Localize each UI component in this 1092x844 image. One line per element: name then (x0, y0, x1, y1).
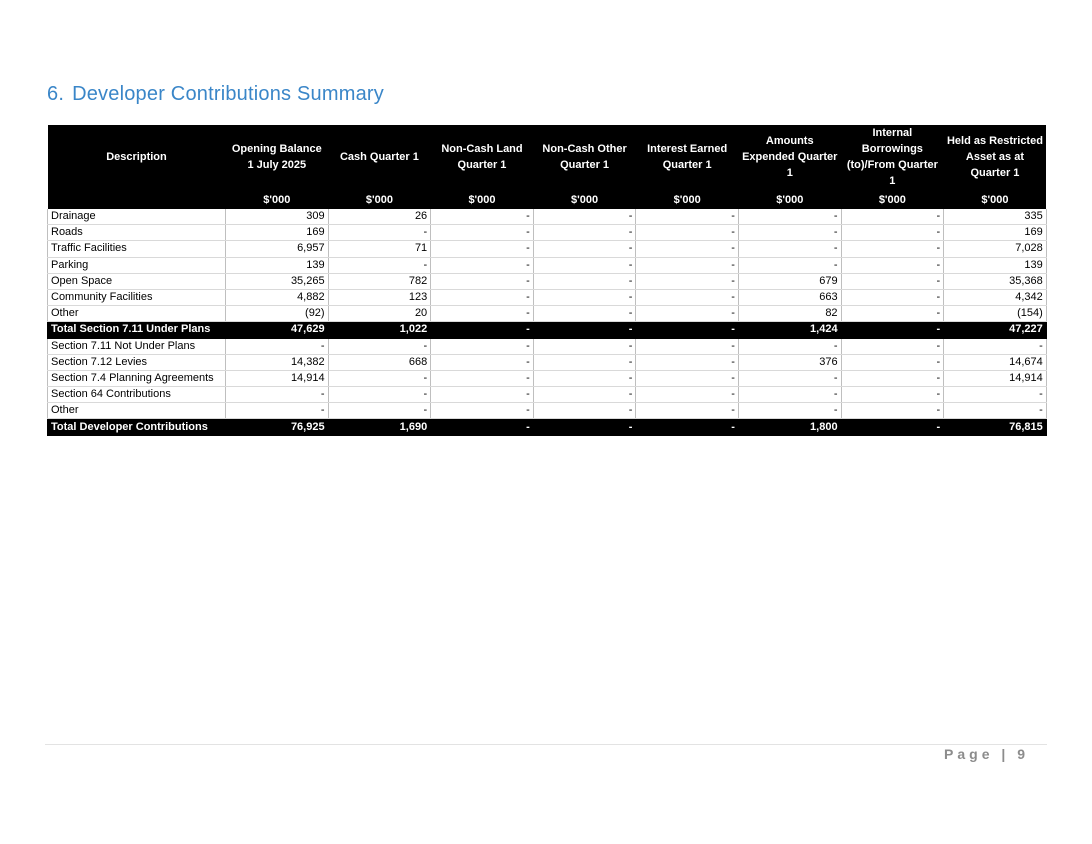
page-number (944, 746, 1029, 762)
row-value: - (738, 370, 841, 386)
row-value: - (533, 419, 636, 435)
row-value: - (431, 403, 534, 419)
row-value: - (431, 387, 534, 403)
table-row (48, 403, 1047, 419)
row-value: - (738, 403, 841, 419)
row-value: - (328, 257, 431, 273)
row-value: - (738, 257, 841, 273)
header-non-cash-land: Non-Cash Land Quarter 1 (431, 125, 534, 189)
row-value: - (328, 403, 431, 419)
row-value: - (841, 370, 944, 386)
header-internal-borrowings: Internal Borrowings (to)/From Quarter 1 (841, 125, 944, 189)
unit-cell (48, 189, 226, 209)
row-value: 4,882 (226, 289, 329, 305)
row-value: 14,382 (226, 354, 329, 370)
row-value: - (636, 419, 739, 435)
row-value: - (738, 225, 841, 241)
row-value: - (533, 273, 636, 289)
row-value: 1,800 (738, 419, 841, 435)
header-cash: Cash Quarter 1 (328, 125, 431, 189)
row-value: - (533, 306, 636, 322)
row-value: 139 (944, 257, 1047, 273)
table-row (48, 354, 1047, 370)
unit-cell: $'000 (431, 189, 534, 209)
row-description: Open Space (48, 273, 226, 289)
row-value: - (431, 370, 534, 386)
unit-cell: $'000 (841, 189, 944, 209)
header-held-restricted: Held as Restricted Asset as at Quarter 1 (944, 125, 1047, 189)
row-description: Section 7.12 Levies (48, 354, 226, 370)
row-value: - (533, 387, 636, 403)
row-value: - (841, 322, 944, 338)
section-title: Developer Contributions Summary (72, 83, 384, 105)
unit-cell: $'000 (226, 189, 329, 209)
row-value: 14,914 (944, 370, 1047, 386)
row-value: 376 (738, 354, 841, 370)
row-value: - (636, 306, 739, 322)
row-description: Other (48, 306, 226, 322)
header-opening-balance: Opening Balance 1 July 2025 (226, 125, 329, 189)
header-non-cash-other: Non-Cash Other Quarter 1 (533, 125, 636, 189)
row-value: 71 (328, 241, 431, 257)
row-value: - (226, 403, 329, 419)
total-row (48, 419, 1047, 435)
unit-cell: $'000 (636, 189, 739, 209)
row-value: - (841, 225, 944, 241)
row-description: Total Developer Contributions (48, 419, 226, 435)
row-value: - (841, 257, 944, 273)
row-value: 309 (226, 209, 329, 225)
row-value: - (431, 306, 534, 322)
row-value: 668 (328, 354, 431, 370)
row-value: 169 (226, 225, 329, 241)
row-value: - (636, 354, 739, 370)
row-value: - (738, 338, 841, 354)
contributions-table (47, 125, 1047, 436)
table-row (48, 241, 1047, 257)
row-value: - (841, 209, 944, 225)
row-value: - (636, 225, 739, 241)
row-value: 139 (226, 257, 329, 273)
unit-cell: $'000 (328, 189, 431, 209)
row-value: - (226, 338, 329, 354)
row-value: - (533, 257, 636, 273)
row-value: - (738, 241, 841, 257)
table-row (48, 209, 1047, 225)
row-description: Other (48, 403, 226, 419)
row-value: 123 (328, 289, 431, 305)
row-value: - (533, 289, 636, 305)
row-description: Total Section 7.11 Under Plans (48, 322, 226, 338)
header-interest-earned: Interest Earned Quarter 1 (636, 125, 739, 189)
row-value: - (533, 354, 636, 370)
page-title (47, 83, 384, 106)
row-value: 35,265 (226, 273, 329, 289)
row-value: - (944, 387, 1047, 403)
row-value: - (636, 370, 739, 386)
row-value: - (431, 289, 534, 305)
row-description: Traffic Facilities (48, 241, 226, 257)
row-value: - (841, 338, 944, 354)
table-row (48, 338, 1047, 354)
row-value: 26 (328, 209, 431, 225)
row-value: - (533, 322, 636, 338)
row-value: - (431, 273, 534, 289)
row-value: - (636, 241, 739, 257)
row-value: 679 (738, 273, 841, 289)
row-description: Community Facilities (48, 289, 226, 305)
row-value: 1,022 (328, 322, 431, 338)
row-value: 6,957 (226, 241, 329, 257)
unit-cell: $'000 (533, 189, 636, 209)
row-value: - (738, 209, 841, 225)
table-header (48, 125, 1047, 209)
row-value: - (841, 419, 944, 435)
header-description: Description (48, 125, 226, 189)
row-value: 4,342 (944, 289, 1047, 305)
row-value: 782 (328, 273, 431, 289)
row-value: 76,815 (944, 419, 1047, 435)
row-value: - (328, 387, 431, 403)
row-value: - (841, 273, 944, 289)
row-description: Section 7.11 Not Under Plans (48, 338, 226, 354)
row-value: - (431, 419, 534, 435)
row-value: - (431, 225, 534, 241)
row-value: - (431, 241, 534, 257)
total-row (48, 322, 1047, 338)
row-value: - (636, 209, 739, 225)
row-value: - (738, 387, 841, 403)
row-description: Section 64 Contributions (48, 387, 226, 403)
row-description: Drainage (48, 209, 226, 225)
row-value: 47,629 (226, 322, 329, 338)
table-row (48, 225, 1047, 241)
row-value: - (431, 322, 534, 338)
row-value: - (431, 257, 534, 273)
row-description: Roads (48, 225, 226, 241)
page-label: Page (944, 746, 994, 762)
row-value: - (636, 403, 739, 419)
row-value: 7,028 (944, 241, 1047, 257)
row-value: 20 (328, 306, 431, 322)
row-value: - (841, 387, 944, 403)
row-value: - (841, 241, 944, 257)
row-value: - (533, 241, 636, 257)
row-value: 47,227 (944, 322, 1047, 338)
section-number: 6. (47, 83, 65, 105)
row-value: - (533, 338, 636, 354)
row-value: 14,914 (226, 370, 329, 386)
row-value: - (636, 257, 739, 273)
row-value: 1,424 (738, 322, 841, 338)
row-value: (92) (226, 306, 329, 322)
table-row (48, 273, 1047, 289)
row-value: - (841, 354, 944, 370)
footer-divider (45, 744, 1047, 745)
row-value: 335 (944, 209, 1047, 225)
row-value: - (328, 225, 431, 241)
row-value: 82 (738, 306, 841, 322)
row-value: - (636, 338, 739, 354)
unit-cell: $'000 (944, 189, 1047, 209)
row-value: - (841, 403, 944, 419)
row-value: - (636, 289, 739, 305)
row-value: - (636, 273, 739, 289)
row-value: - (533, 403, 636, 419)
row-value: - (226, 387, 329, 403)
row-value: 169 (944, 225, 1047, 241)
row-value: - (533, 209, 636, 225)
row-value: (154) (944, 306, 1047, 322)
row-value: - (841, 306, 944, 322)
row-description: Parking (48, 257, 226, 273)
table-body (48, 209, 1047, 435)
table-row (48, 387, 1047, 403)
unit-cell: $'000 (738, 189, 841, 209)
row-value: - (328, 338, 431, 354)
page-separator: | (1001, 746, 1010, 762)
table-row (48, 257, 1047, 273)
table-row (48, 289, 1047, 305)
row-value: - (533, 225, 636, 241)
header-amounts-expended: Amounts Expended Quarter 1 (738, 125, 841, 189)
row-value: 76,925 (226, 419, 329, 435)
row-value: - (636, 322, 739, 338)
row-value: - (944, 403, 1047, 419)
row-value: 35,368 (944, 273, 1047, 289)
row-description: Section 7.4 Planning Agreements (48, 370, 226, 386)
row-value: 14,674 (944, 354, 1047, 370)
row-value: - (533, 370, 636, 386)
table-row (48, 370, 1047, 386)
row-value: - (841, 289, 944, 305)
row-value: - (431, 209, 534, 225)
row-value: 1,690 (328, 419, 431, 435)
table-row (48, 306, 1047, 322)
row-value: - (944, 338, 1047, 354)
row-value: 663 (738, 289, 841, 305)
row-value: - (328, 370, 431, 386)
row-value: - (636, 387, 739, 403)
row-value: - (431, 338, 534, 354)
row-value: - (431, 354, 534, 370)
page-number-value: 9 (1017, 746, 1029, 762)
